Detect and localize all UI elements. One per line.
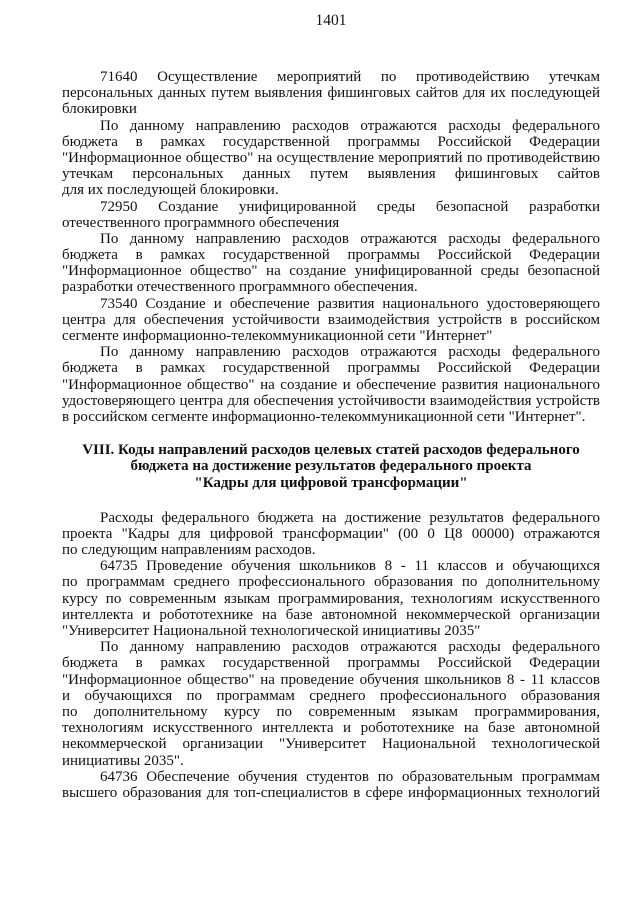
text-line: по дополнительному курсу по современным языкам программирования, (62, 703, 600, 720)
heading-line: VIII. Коды направлений расходов целевых статей расходов федерального (82, 442, 580, 459)
paragraph (62, 639, 600, 769)
text-line: интеллекта и робототехнике на базе автономной некоммерческой организации (62, 606, 600, 623)
text-line: "Информационное общество" на создание и обеспечение развития национального (62, 376, 600, 393)
paragraph (62, 769, 600, 801)
text-line: курсу по современным языкам программирования, технологиям искусственного (62, 590, 600, 607)
text-line: персональных данных путем выявления фишинговых сайтов для их последующей (62, 85, 600, 102)
text-line: По данному направлению расходов отражаются расходы федерального (100, 639, 600, 656)
text-line: в российском сегменте информационно-телекоммуникационной сети "Интернет". (62, 408, 586, 425)
text-line: 71640 Осуществление мероприятий по противодействию утечкам (100, 69, 600, 85)
text-line: 73540 Создание и обеспечение развития национального удостоверяющего (100, 295, 600, 312)
text-line: некоммерческой организации "Университет Национальной технологической (62, 736, 600, 753)
text-line: бюджета в рамках государственной программы Российской Федерации (62, 133, 600, 150)
text-line: "Информационное общество" на осуществление мероприятий по противодействию (62, 149, 600, 166)
section-heading (62, 442, 600, 491)
text-line: 72950 Создание унифицированной среды безопасной разработки (100, 198, 600, 215)
text-line: "Университет Национальной технологической инициативы 2035" (62, 623, 481, 639)
text-line: удостоверяющего центра для обеспечения устойчивости взаимодействия устройств (62, 392, 600, 409)
paragraph (62, 69, 600, 118)
text-line: по следующим направлениям расходов. (62, 542, 316, 559)
paragraph (62, 199, 600, 231)
text-line: 64736 Обеспечение обучения студентов по образовательным программам (100, 768, 600, 785)
text-line: высшего образования для топ-специалистов в сфере информационных технологий (62, 784, 600, 801)
text-line: центра для обеспечения устойчивости взаимодействия устройств в российском (62, 311, 600, 328)
text-line: разработки отечественного программного обеспечения. (62, 279, 418, 296)
text-line: и обучающихся по программам среднего профессионального образования (62, 687, 600, 704)
text-line: "Информационное общество" на создание унифицированной среды безопасной (62, 263, 600, 280)
paragraph (62, 296, 600, 345)
spacer (62, 491, 600, 510)
paragraph (62, 231, 600, 296)
text-line: По данному направлению расходов отражаются расходы федерального (100, 344, 600, 361)
text-line: блокировки (62, 101, 137, 118)
paragraph (62, 558, 600, 639)
text-line: бюджета в рамках государственной программы Российской Федерации (62, 247, 600, 264)
page-number: 1401 (315, 12, 347, 29)
heading-line: бюджета на достижение результатов федерального проекта (130, 458, 532, 475)
text-line: для их последующей блокировки. (62, 182, 279, 199)
text-line: по программам среднего профессионального образования по дополнительному (62, 574, 600, 591)
text-line: По данному направлению расходов отражаются расходы федерального (100, 117, 600, 134)
text-line: утечкам персональных данных путем выявления фишинговых сайтов (62, 166, 600, 183)
spacer (62, 425, 600, 442)
text-line: инициативы 2035". (62, 752, 184, 769)
paragraph (62, 344, 600, 425)
text-line: "Информационное общество" на проведение обучения школьников 8 - 11 классов (62, 671, 600, 688)
text-line: Расходы федерального бюджета на достижение результатов федерального (100, 509, 600, 526)
section-bottom (62, 510, 600, 801)
text-line: сегменте информационно-телекоммуникационной сети "Интернет" (62, 328, 493, 344)
section-top (62, 69, 600, 425)
heading-line: "Кадры для цифровой трансформации" (194, 474, 468, 491)
text-line: бюджета в рамках государственной программы Российской Федерации (62, 655, 600, 672)
text-line: отечественного программного обеспечения (62, 214, 340, 231)
text-line: 64735 Проведение обучения школьников 8 - 11 классов и обучающихся (100, 558, 600, 575)
text-line: проекта "Кадры для цифровой трансформации" (00 0 Ц8 00000) отражаются (62, 525, 600, 542)
paragraph (62, 510, 600, 559)
text-line: бюджета в рамках государственной программы Российской Федерации (62, 360, 600, 377)
text-line: По данному направлению расходов отражаются расходы федерального (100, 230, 600, 247)
text-line: технологиям искусственного интеллекта и робототехнике на базе автономной (62, 720, 600, 737)
paragraph (62, 118, 600, 199)
